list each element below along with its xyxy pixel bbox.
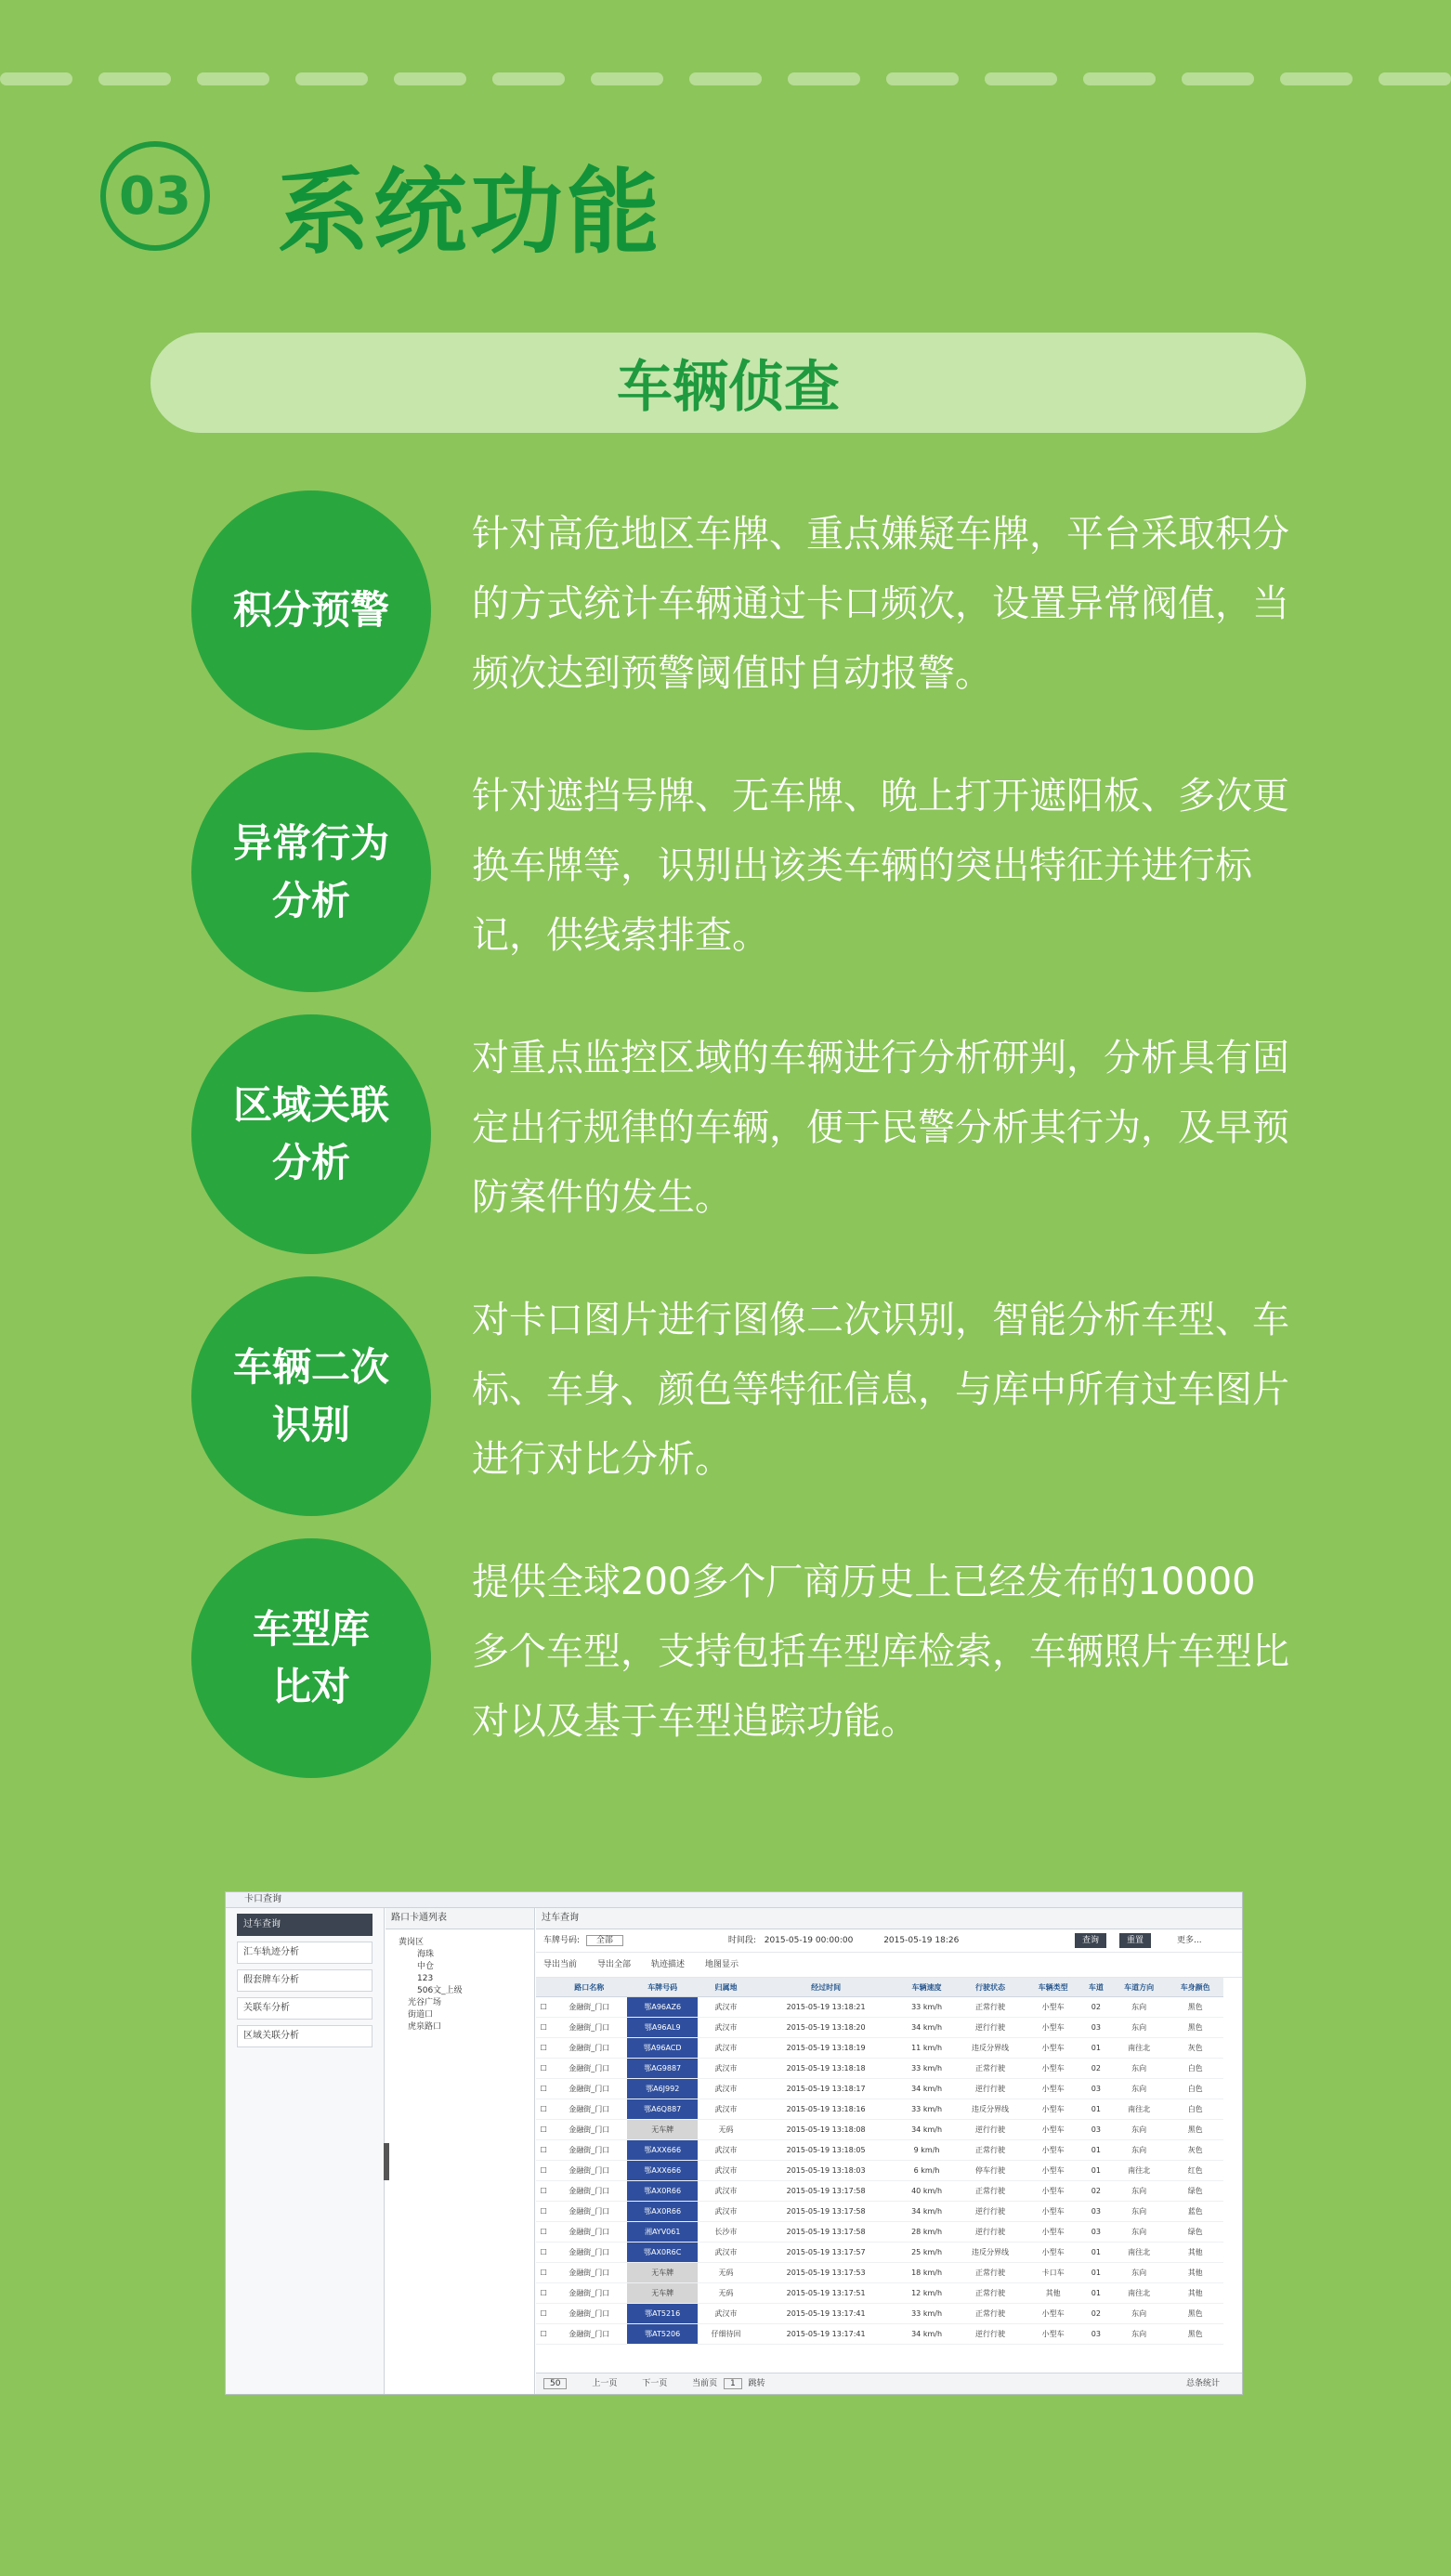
table-cell: 东向 — [1111, 2140, 1168, 2161]
table-cell: 鄂AX0R6C — [627, 2243, 698, 2263]
table-cell: 白色 — [1167, 2099, 1223, 2120]
table-cell: 武汉市 — [698, 2079, 754, 2099]
row-checkbox[interactable]: ☐ — [536, 2161, 551, 2181]
tree-node[interactable]: 中仓 — [417, 1962, 435, 1971]
table-cell: 金融街_门口 — [551, 2181, 627, 2202]
dash-segment — [1182, 72, 1254, 85]
feature-badge — [191, 1276, 431, 1516]
table-cell: 东向 — [1111, 2018, 1168, 2038]
table-cell: 鄂AXX666 — [627, 2140, 698, 2161]
table-cell: 9 km/h — [897, 2140, 955, 2161]
table-row[interactable] — [536, 2304, 1223, 2324]
table-cell: 东向 — [1111, 1997, 1168, 2018]
table-cell: 东向 — [1111, 2304, 1168, 2324]
table-cell: 武汉市 — [698, 2038, 754, 2059]
table-cell: 鄂A96AL9 — [627, 2018, 698, 2038]
dashed-divider — [0, 72, 1451, 87]
table-cell: 01 — [1081, 2161, 1111, 2181]
table-cell: 其他 — [1167, 2243, 1223, 2263]
plate-select[interactable]: 全部 — [586, 1935, 623, 1946]
table-cell: 无车牌 — [627, 2120, 698, 2140]
tree-node[interactable]: 海珠 — [417, 1950, 435, 1959]
main-header: 过车查询 — [536, 1908, 1242, 1929]
table-cell: 逆行行驶 — [956, 2202, 1026, 2222]
table-cell: 武汉市 — [698, 2181, 754, 2202]
select-all-checkbox[interactable] — [536, 1978, 551, 1997]
table-cell: 34 km/h — [897, 2202, 955, 2222]
time-end-input[interactable]: 2015-05-19 18:26 — [883, 1936, 960, 1945]
table-cell: 金融街_门口 — [551, 1997, 627, 2018]
table-cell: 2015-05-19 13:18:16 — [754, 2099, 898, 2120]
sidebar-menu-item[interactable]: 过车查询 — [237, 1914, 373, 1936]
feature-description: 针对遮挡号牌、无车牌、晚上打开遮阳板、多次更换车牌等，识别出该类车辆的突出特征并进行标记，供线索排查。 — [472, 775, 1289, 957]
table-cell: 小型车 — [1025, 2304, 1081, 2324]
table-cell: 红色 — [1167, 2161, 1223, 2181]
table-cell: 东向 — [1111, 2120, 1168, 2140]
table-cell: 武汉市 — [698, 2202, 754, 2222]
table-cell: 03 — [1081, 2202, 1111, 2222]
table-cell: 武汉市 — [698, 2243, 754, 2263]
table-cell: 03 — [1081, 2120, 1111, 2140]
row-checkbox[interactable]: ☐ — [536, 2120, 551, 2140]
table-cell: 小型车 — [1025, 2324, 1081, 2345]
table-row[interactable] — [536, 2099, 1223, 2120]
go-button[interactable]: 跳转 — [748, 2379, 765, 2388]
table-row[interactable] — [536, 2079, 1223, 2099]
table-cell: 2015-05-19 13:18:08 — [754, 2120, 898, 2140]
table-cell: 逆行行驶 — [956, 2018, 1026, 2038]
table-cell: 金融街_门口 — [551, 2079, 627, 2099]
table-cell: 小型车 — [1025, 1997, 1081, 2018]
table-cell: 逆行行驶 — [956, 2324, 1026, 2345]
table-cell: 无车牌 — [627, 2283, 698, 2304]
plate-label: 车牌号码: — [543, 1936, 581, 1945]
table-cell: 黑色 — [1167, 1997, 1223, 2018]
table-cell: 小型车 — [1025, 2038, 1081, 2059]
table-cell: 逆行行驶 — [956, 2222, 1026, 2243]
toolbar-button[interactable]: 轨迹描述 — [651, 1960, 686, 1969]
table-cell: 02 — [1081, 2059, 1111, 2079]
table-row[interactable] — [536, 2202, 1223, 2222]
feature-badge — [191, 490, 431, 730]
table-cell: 黑色 — [1167, 2018, 1223, 2038]
tree-node[interactable]: 虎泉路口 — [408, 2022, 442, 2032]
feature-badge — [191, 1538, 431, 1778]
table-cell: 2015-05-19 13:18:21 — [754, 1997, 898, 2018]
dash-segment — [295, 72, 368, 85]
table-cell: 01 — [1081, 2140, 1111, 2161]
table-cell: 小型车 — [1025, 2243, 1081, 2263]
table-cell: 2015-05-19 13:18:03 — [754, 2161, 898, 2181]
table-cell: 鄂AXX666 — [627, 2161, 698, 2181]
feature-name-line: 区域关联 — [232, 1082, 389, 1128]
dash-segment — [1280, 72, 1353, 85]
table-cell: 无车牌 — [627, 2263, 698, 2283]
table-cell: 01 — [1081, 2038, 1111, 2059]
table-cell: 33 km/h — [897, 2099, 955, 2120]
sidebar-menu-item[interactable]: 关联车分析 — [237, 1997, 373, 2020]
sidebar-menu-item[interactable]: 汇车轨迹分析 — [237, 1942, 373, 1964]
tree-node[interactable]: 123 — [417, 1974, 434, 1983]
feature-badge — [191, 752, 431, 992]
table-cell: 2015-05-19 13:17:58 — [754, 2222, 898, 2243]
table-cell: 南往北 — [1111, 2099, 1168, 2120]
column-header[interactable]: 行驶状态 — [956, 1978, 1026, 1997]
dash-segment — [689, 72, 762, 85]
table-cell: 金融街_门口 — [551, 2263, 627, 2283]
feature-name-line: 积分预警 — [232, 587, 389, 633]
table-cell: 鄂A6Q887 — [627, 2099, 698, 2120]
table-row[interactable] — [536, 2120, 1223, 2140]
table-row[interactable] — [536, 2243, 1223, 2263]
table-cell: 黑色 — [1167, 2120, 1223, 2140]
table-cell: 金融街_门口 — [551, 2038, 627, 2059]
table-row[interactable] — [536, 2038, 1223, 2059]
filter-bar — [536, 1929, 1242, 1953]
vehicle-table — [536, 1978, 1223, 2345]
table-cell: 武汉市 — [698, 2059, 754, 2079]
table-row[interactable] — [536, 2181, 1223, 2202]
table-cell: 东向 — [1111, 2222, 1168, 2243]
feature-description: 对重点监控区域的车辆进行分析研判，分析具有固定出行规律的车辆，便于民警分析其行为，及早预防案件的发生。 — [472, 1037, 1289, 1219]
table-cell: 金融街_门口 — [551, 2099, 627, 2120]
column-header[interactable]: 归属地 — [698, 1978, 754, 1997]
table-cell: 南往北 — [1111, 2161, 1168, 2181]
table-cell: 2015-05-19 13:17:58 — [754, 2202, 898, 2222]
feature-description: 对卡口图片进行图像二次识别，智能分析车型、车标、车身、颜色等特征信息，与库中所有过车图片进行对比分析。 — [472, 1299, 1289, 1481]
table-cell: 03 — [1081, 2324, 1111, 2345]
table-cell: 武汉市 — [698, 2099, 754, 2120]
table-cell: 东向 — [1111, 2079, 1168, 2099]
column-header[interactable]: 车辆类型 — [1025, 1978, 1081, 1997]
table-cell: 鄂A96ACD — [627, 2038, 698, 2059]
column-header[interactable]: 路口名称 — [551, 1978, 627, 1997]
row-checkbox[interactable]: ☐ — [536, 2263, 551, 2283]
table-cell: 33 km/h — [897, 2059, 955, 2079]
table-row[interactable] — [536, 2283, 1223, 2304]
table-cell: 长沙市 — [698, 2222, 754, 2243]
table-cell: 东向 — [1111, 2324, 1168, 2345]
table-cell: 鄂AT5206 — [627, 2324, 698, 2345]
table-cell: 小型车 — [1025, 2059, 1081, 2079]
table-cell: 01 — [1081, 2263, 1111, 2283]
table-row[interactable] — [536, 1997, 1223, 2018]
feature-name-line: 识别 — [271, 1402, 350, 1447]
table-cell: 违反分界线 — [956, 2243, 1026, 2263]
table-cell: 小型车 — [1025, 2018, 1081, 2038]
section-title: 系统功能 — [277, 158, 663, 267]
table-cell: 金融街_门口 — [551, 2222, 627, 2243]
section-number-badge: 03 — [100, 141, 210, 251]
dash-segment — [886, 72, 959, 85]
feature-name-line: 比对 — [271, 1664, 350, 1709]
table-cell: 25 km/h — [897, 2243, 955, 2263]
row-checkbox[interactable]: ☐ — [536, 2099, 551, 2120]
table-cell: 蓝色 — [1167, 2202, 1223, 2222]
table-cell: 小型车 — [1025, 2222, 1081, 2243]
dash-segment — [394, 72, 466, 85]
table-cell: 鄂A96AZ6 — [627, 1997, 698, 2018]
table-cell: 2015-05-19 13:18:20 — [754, 2018, 898, 2038]
toolbar-button[interactable]: 导出当前 — [543, 1960, 578, 1969]
prev-page-button[interactable]: 上一页 — [592, 2379, 618, 2388]
table-cell: 卡口车 — [1025, 2263, 1081, 2283]
table-cell: 正常行驶 — [956, 1997, 1026, 2018]
table-cell: 白色 — [1167, 2079, 1223, 2099]
screenshot-main-panel — [536, 1908, 1242, 2394]
table-cell: 小型车 — [1025, 2120, 1081, 2140]
table-cell: 正常行驶 — [956, 2304, 1026, 2324]
table-cell: 东向 — [1111, 2059, 1168, 2079]
table-cell: 南往北 — [1111, 2038, 1168, 2059]
page-input[interactable]: 1 — [724, 2378, 742, 2389]
table-cell: 鄂AX0R66 — [627, 2202, 698, 2222]
table-cell: 白色 — [1167, 2059, 1223, 2079]
column-header[interactable]: 车道 — [1081, 1978, 1111, 1997]
dash-segment — [197, 72, 269, 85]
row-checkbox[interactable]: ☐ — [536, 1997, 551, 2018]
table-cell: 2015-05-19 13:17:41 — [754, 2324, 898, 2345]
dash-segment — [985, 72, 1057, 85]
table-cell: 武汉市 — [698, 1997, 754, 2018]
row-checkbox[interactable]: ☐ — [536, 2304, 551, 2324]
table-cell: 仔细待回 — [698, 2324, 754, 2345]
table-cell: 小型车 — [1025, 2202, 1081, 2222]
row-checkbox[interactable]: ☐ — [536, 2324, 551, 2345]
table-row[interactable] — [536, 2018, 1223, 2038]
table-cell: 金融街_门口 — [551, 2161, 627, 2181]
table-cell: 东向 — [1111, 2181, 1168, 2202]
dash-segment — [591, 72, 663, 85]
dash-segment — [0, 72, 72, 85]
feature-name-line: 分析 — [271, 878, 350, 923]
table-cell: 正常行驶 — [956, 2283, 1026, 2304]
table-cell: 金融街_门口 — [551, 2018, 627, 2038]
table-cell: 湘AYV061 — [627, 2222, 698, 2243]
table-cell: 34 km/h — [897, 2324, 955, 2345]
subsection-banner: 车辆侦查 — [150, 333, 1306, 433]
column-header[interactable]: 车辆速度 — [897, 1978, 955, 1997]
page-label: 当前页 — [692, 2379, 718, 2388]
table-cell: 2015-05-19 13:18:17 — [754, 2079, 898, 2099]
table-cell: 违反分界线 — [956, 2099, 1026, 2120]
table-cell: 03 — [1081, 2222, 1111, 2243]
toolbar-button[interactable]: 地图显示 — [705, 1960, 739, 1969]
table-cell: 东向 — [1111, 2263, 1168, 2283]
screenshot-tab: 卡口查询 — [226, 1892, 1242, 1908]
row-checkbox[interactable]: ☐ — [536, 2222, 551, 2243]
table-cell: 34 km/h — [897, 2018, 955, 2038]
table-cell: 01 — [1081, 2283, 1111, 2304]
table-cell: 小型车 — [1025, 2079, 1081, 2099]
row-checkbox[interactable]: ☐ — [536, 2038, 551, 2059]
table-cell: 无码 — [698, 2283, 754, 2304]
table-cell: 无码 — [698, 2263, 754, 2283]
table-cell: 金融街_门口 — [551, 2283, 627, 2304]
table-cell: 鄂A6J992 — [627, 2079, 698, 2099]
table-cell: 东向 — [1111, 2202, 1168, 2222]
table-cell: 03 — [1081, 2018, 1111, 2038]
table-cell: 黑色 — [1167, 2324, 1223, 2345]
feature-name-line: 车型库 — [252, 1606, 370, 1652]
table-cell: 33 km/h — [897, 1997, 955, 2018]
row-checkbox[interactable]: ☐ — [536, 2283, 551, 2304]
tree-header: 路口卡通列表 — [386, 1908, 534, 1929]
toolbar-button[interactable]: 导出全部 — [597, 1960, 632, 1969]
table-cell: 18 km/h — [897, 2263, 955, 2283]
table-cell: 6 km/h — [897, 2161, 955, 2181]
time-label: 时间段: — [727, 1936, 756, 1945]
table-cell: 鄂AT5216 — [627, 2304, 698, 2324]
screenshot-tree-panel — [386, 1908, 535, 2394]
feature-badge — [191, 1014, 431, 1254]
table-cell: 12 km/h — [897, 2283, 955, 2304]
table-cell: 2015-05-19 13:17:51 — [754, 2283, 898, 2304]
table-cell: 金融街_门口 — [551, 2140, 627, 2161]
table-cell: 鄂AG9887 — [627, 2059, 698, 2079]
column-header[interactable]: 车牌号码 — [627, 1978, 698, 1997]
row-checkbox[interactable]: ☐ — [536, 2059, 551, 2079]
row-checkbox[interactable]: ☐ — [536, 2079, 551, 2099]
table-cell: 黑色 — [1167, 2304, 1223, 2324]
software-screenshot — [225, 1891, 1243, 2395]
next-page-button[interactable]: 下一页 — [642, 2379, 668, 2388]
table-cell: 28 km/h — [897, 2222, 955, 2243]
pagination — [536, 2373, 1242, 2394]
toolbar — [536, 1953, 1242, 1978]
table-cell: 01 — [1081, 2099, 1111, 2120]
table-cell: 停车行驶 — [956, 2161, 1026, 2181]
row-checkbox[interactable]: ☐ — [536, 2243, 551, 2263]
table-cell: 小型车 — [1025, 2140, 1081, 2161]
table-cell: 02 — [1081, 2304, 1111, 2324]
table-cell: 小型车 — [1025, 2099, 1081, 2120]
table-cell: 南往北 — [1111, 2243, 1168, 2263]
table-cell: 01 — [1081, 2243, 1111, 2263]
row-checkbox[interactable]: ☐ — [536, 2181, 551, 2202]
table-cell: 其他 — [1025, 2283, 1081, 2304]
table-cell: 武汉市 — [698, 2304, 754, 2324]
table-cell: 绿色 — [1167, 2222, 1223, 2243]
table-cell: 正常行驶 — [956, 2059, 1026, 2079]
table-cell: 34 km/h — [897, 2079, 955, 2099]
table-cell: 逆行行驶 — [956, 2120, 1026, 2140]
table-cell: 金融街_门口 — [551, 2304, 627, 2324]
tree-node[interactable]: 黄岗区 — [399, 1938, 425, 1947]
table-cell: 2015-05-19 13:17:58 — [754, 2181, 898, 2202]
table-cell: 武汉市 — [698, 2161, 754, 2181]
sidebar-menu-item[interactable]: 假套牌车分析 — [237, 1969, 373, 1992]
table-cell: 33 km/h — [897, 2304, 955, 2324]
table-cell: 34 km/h — [897, 2120, 955, 2140]
dash-segment — [492, 72, 565, 85]
tree-node[interactable]: 506文_上级 — [417, 1986, 463, 1995]
search-button[interactable]: 查询 — [1075, 1933, 1106, 1948]
time-start-input[interactable]: 2015-05-19 00:00:00 — [764, 1936, 854, 1945]
tree-node[interactable]: 光谷广场 — [408, 1998, 442, 2007]
table-cell: 逆行行驶 — [956, 2079, 1026, 2099]
table-cell: 40 km/h — [897, 2181, 955, 2202]
table-row[interactable] — [536, 2161, 1223, 2181]
dash-segment — [1379, 72, 1451, 85]
table-cell: 金融街_门口 — [551, 2059, 627, 2079]
table-cell: 2015-05-19 13:18:05 — [754, 2140, 898, 2161]
table-cell: 武汉市 — [698, 2140, 754, 2161]
table-cell: 正常行驶 — [956, 2181, 1026, 2202]
table-cell: 无码 — [698, 2120, 754, 2140]
table-cell: 02 — [1081, 1997, 1111, 2018]
table-cell: 鄂AX0R66 — [627, 2181, 698, 2202]
table-cell: 正常行驶 — [956, 2140, 1026, 2161]
table-cell: 02 — [1081, 2181, 1111, 2202]
table-cell: 其他 — [1167, 2263, 1223, 2283]
row-checkbox[interactable]: ☐ — [536, 2140, 551, 2161]
screenshot-sidebar — [226, 1908, 385, 2394]
table-cell: 武汉市 — [698, 2018, 754, 2038]
dash-segment — [1083, 72, 1156, 85]
reset-button[interactable]: 重置 — [1119, 1933, 1151, 1948]
table-row[interactable] — [536, 2324, 1223, 2345]
tree-node[interactable]: 街道口 — [408, 2010, 434, 2020]
table-cell: 绿色 — [1167, 2181, 1223, 2202]
table-cell: 灰色 — [1167, 2140, 1223, 2161]
table-row[interactable] — [536, 2140, 1223, 2161]
feature-name-line: 车辆二次 — [232, 1344, 389, 1390]
table-row[interactable] — [536, 2222, 1223, 2243]
table-cell: 正常行驶 — [956, 2263, 1026, 2283]
table-cell: 2015-05-19 13:17:57 — [754, 2243, 898, 2263]
table-cell: 金融街_门口 — [551, 2202, 627, 2222]
table-cell: 小型车 — [1025, 2181, 1081, 2202]
stat-link[interactable]: 总条统计 — [1185, 2379, 1220, 2388]
table-cell: 2015-05-19 13:18:19 — [754, 2038, 898, 2059]
column-header[interactable]: 经过时间 — [754, 1978, 898, 1997]
table-cell: 2015-05-19 13:17:41 — [754, 2304, 898, 2324]
table-cell: 南往北 — [1111, 2283, 1168, 2304]
page-size-select[interactable]: 50 — [543, 2378, 567, 2389]
feature-description: 针对高危地区车牌、重点嫌疑车牌，平台采取积分的方式统计车辆通过卡口频次，设置异常阀值，当频次达到预警阈值时自动报警。 — [472, 513, 1289, 695]
table-cell: 金融街_门口 — [551, 2324, 627, 2345]
sidebar-menu-item[interactable]: 区域关联分析 — [237, 2025, 373, 2047]
table-cell: 小型车 — [1025, 2161, 1081, 2181]
feature-name-line: 分析 — [271, 1140, 350, 1185]
row-checkbox[interactable]: ☐ — [536, 2202, 551, 2222]
table-row[interactable] — [536, 2263, 1223, 2283]
table-cell: 11 km/h — [897, 2038, 955, 2059]
table-cell: 其他 — [1167, 2283, 1223, 2304]
more-link[interactable]: 更多... — [1177, 1936, 1202, 1945]
row-checkbox[interactable]: ☐ — [536, 2018, 551, 2038]
table-cell: 灰色 — [1167, 2038, 1223, 2059]
column-header[interactable]: 车身颜色 — [1167, 1978, 1223, 1997]
feature-name-line: 异常行为 — [232, 820, 389, 866]
dash-segment — [788, 72, 860, 85]
table-cell: 违反分界线 — [956, 2038, 1026, 2059]
table-cell: 2015-05-19 13:18:18 — [754, 2059, 898, 2079]
table-cell: 金融街_门口 — [551, 2243, 627, 2263]
table-row[interactable] — [536, 2059, 1223, 2079]
column-header[interactable]: 车道方向 — [1111, 1978, 1168, 1997]
dash-segment — [98, 72, 171, 85]
table-cell: 03 — [1081, 2079, 1111, 2099]
table-cell: 金融街_门口 — [551, 2120, 627, 2140]
feature-description: 提供全球200多个厂商历史上已经发布的10000多个车型，支持包括车型库检索，车辆照片车型比对以及基于车型追踪功能。 — [472, 1561, 1289, 1743]
table-cell: 2015-05-19 13:17:53 — [754, 2263, 898, 2283]
